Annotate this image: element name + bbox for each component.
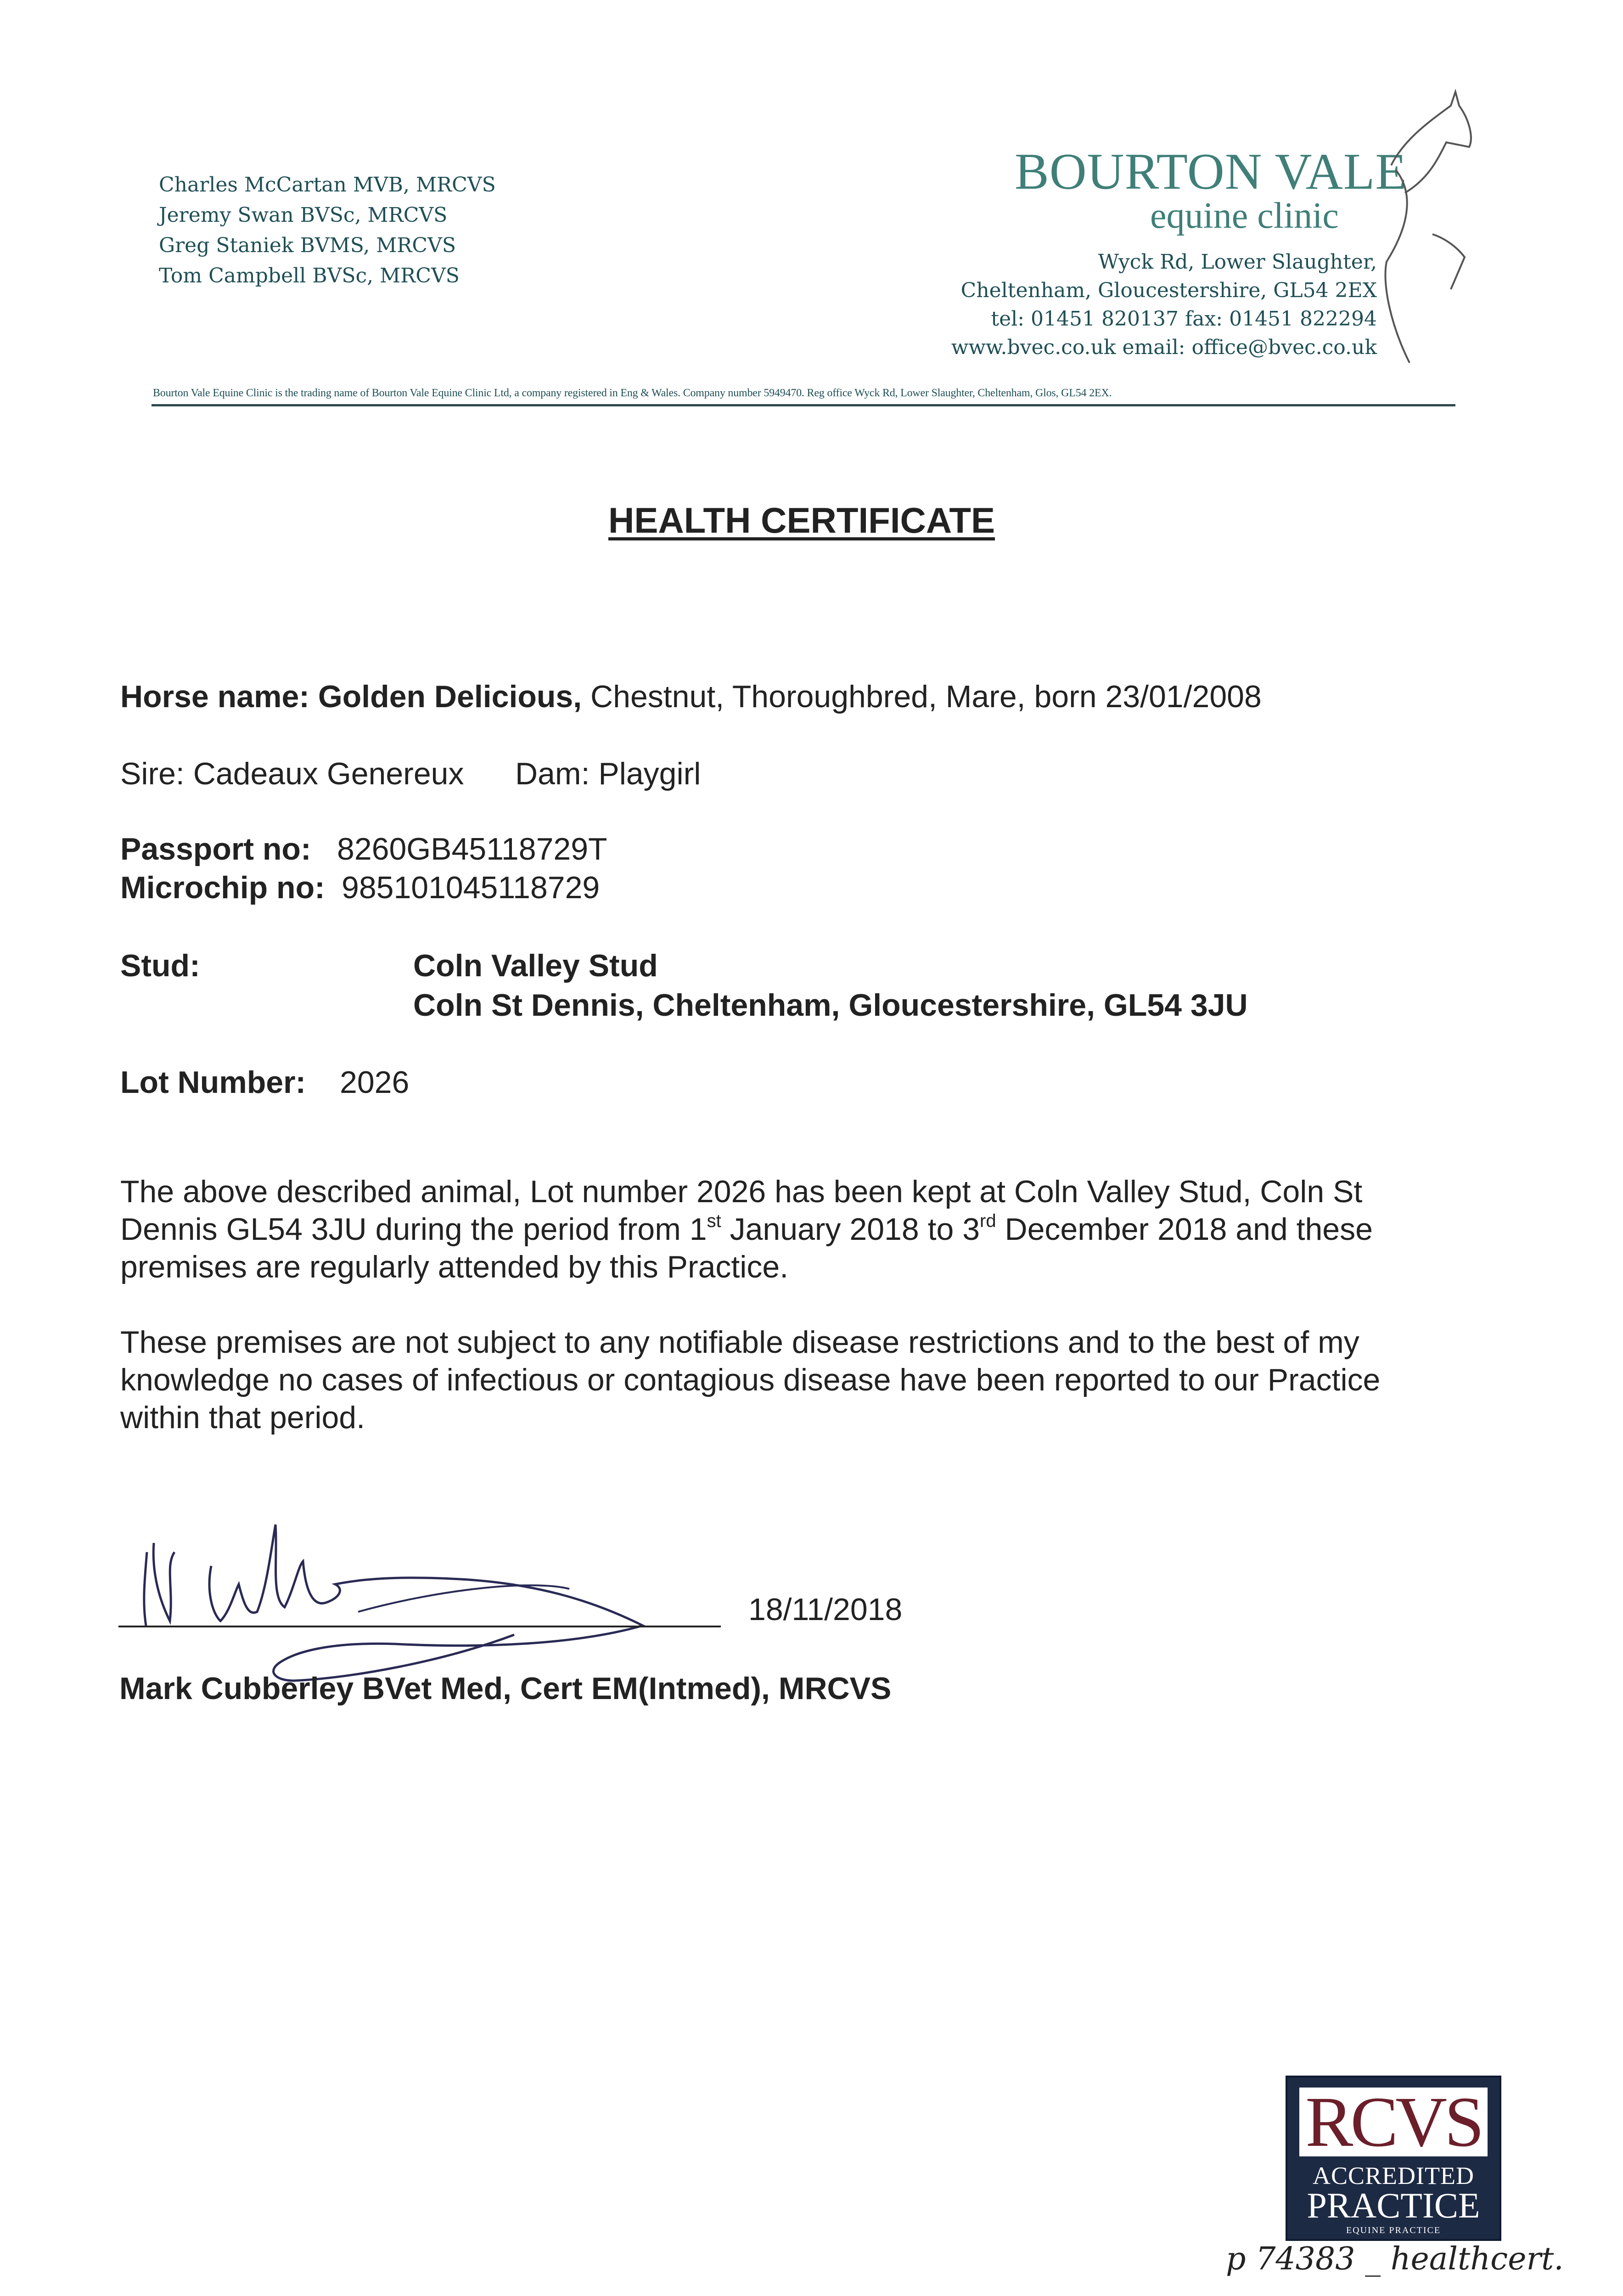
dam-value: Playgirl bbox=[598, 756, 701, 791]
clinic-subtitle: equine clinic bbox=[1150, 196, 1339, 236]
stud-label: Stud: bbox=[120, 948, 200, 983]
sire-row bbox=[120, 756, 464, 792]
rcvs-badge-line: EQUINE PRACTICE bbox=[1346, 2225, 1441, 2235]
horse-details: Chestnut, Thoroughbred, Mare, born 23/01/2008 bbox=[582, 679, 1262, 714]
handwritten-note: p 74383 _ healthcert. bbox=[1226, 2241, 1564, 2277]
paragraph-line: Dennis GL54 3JU during the period from 1st January 2018 to 3rd December 2018 and these bbox=[120, 1211, 1373, 1247]
address-line: www.bvec.co.uk email: office@bvec.co.uk bbox=[951, 336, 1377, 359]
stud-address: Coln St Dennis, Cheltenham, Gloucestershire, GL54 3JU bbox=[413, 988, 1248, 1023]
vet-name: Charles McCartan MVB, MRCVS bbox=[159, 173, 496, 197]
passport-label: Passport no: bbox=[120, 832, 311, 867]
signature bbox=[119, 1497, 670, 1690]
dam-row bbox=[515, 756, 701, 792]
horse-name: Golden Delicious, bbox=[318, 679, 582, 714]
horse-logo-icon bbox=[1377, 87, 1488, 372]
rcvs-badge-line: PRACTICE bbox=[1307, 2185, 1480, 2225]
vet-name: Greg Staniek BVMS, MRCVS bbox=[159, 234, 456, 257]
superscript: st bbox=[707, 1211, 721, 1231]
horse-name-row bbox=[120, 679, 1262, 715]
signatory-name: Mark Cubberley BVet Med, Cert EM(Intmed), MRCVS bbox=[119, 1671, 892, 1706]
microchip-value: 985101045118729 bbox=[342, 870, 600, 905]
signature-date: 18/11/2018 bbox=[748, 1592, 903, 1627]
paragraph-line: within that period. bbox=[120, 1400, 365, 1435]
paragraph-disease bbox=[120, 1323, 1498, 1436]
dam-label: Dam: bbox=[515, 756, 590, 791]
paragraph-line: These premises are not subject to any notifiable disease restrictions and to the best of my bbox=[120, 1325, 1359, 1360]
clinic-address bbox=[951, 248, 1377, 362]
paragraph-attendance bbox=[120, 1173, 1498, 1286]
paragraph-line: The above described animal, Lot number 2026 has been kept at Coln Valley Stud, Coln St bbox=[120, 1174, 1363, 1209]
passport-value: 8260GB45118729T bbox=[337, 832, 607, 867]
vet-name: Tom Campbell BVSc, MRCVS bbox=[159, 264, 460, 287]
address-line: Wyck Rd, Lower Slaughter, bbox=[1098, 250, 1377, 274]
vet-name: Jeremy Swan BVSc, MRCVS bbox=[159, 203, 448, 227]
vets-list bbox=[159, 170, 496, 291]
legal-line: Bourton Vale Equine Clinic is the trading name of Bourton Vale Equine Clinic Ltd, a company registered in Eng & Wales. Company number 5949470. Reg office Wyck Rd, Lower Slaughter, Cheltenham, Glos, GL54 2EX. bbox=[153, 387, 1112, 399]
paragraph-line: premises are regularly attended by this Practice. bbox=[120, 1249, 789, 1284]
lot-label: Lot Number: bbox=[120, 1065, 306, 1100]
header-divider bbox=[152, 404, 1455, 406]
stud-name: Coln Valley Stud bbox=[413, 948, 658, 983]
certificate-title: HEALTH CERTIFICATE bbox=[608, 500, 995, 540]
sire-label: Sire: bbox=[120, 756, 185, 791]
signature-line bbox=[118, 1626, 721, 1627]
horse-name-label: Horse name: bbox=[120, 679, 309, 714]
lot-value: 2026 bbox=[340, 1065, 410, 1100]
rcvs-badge-line: ACCREDITED bbox=[1313, 2162, 1474, 2189]
address-line: tel: 01451 820137 fax: 01451 822294 bbox=[991, 307, 1377, 331]
superscript: rd bbox=[980, 1211, 996, 1231]
sire-value: Cadeaux Genereux bbox=[193, 756, 464, 791]
rcvs-badge-top: RCVS bbox=[1299, 2088, 1488, 2156]
paragraph-line: knowledge no cases of infectious or contagious disease have been reported to our Practice bbox=[120, 1362, 1381, 1397]
rcvs-accredited-badge bbox=[1286, 2076, 1501, 2241]
address-line: Cheltenham, Gloucestershire, GL54 2EX bbox=[960, 279, 1377, 302]
microchip-label: Microchip no: bbox=[120, 870, 325, 905]
clinic-name: BOURTON VALE bbox=[1015, 143, 1407, 200]
